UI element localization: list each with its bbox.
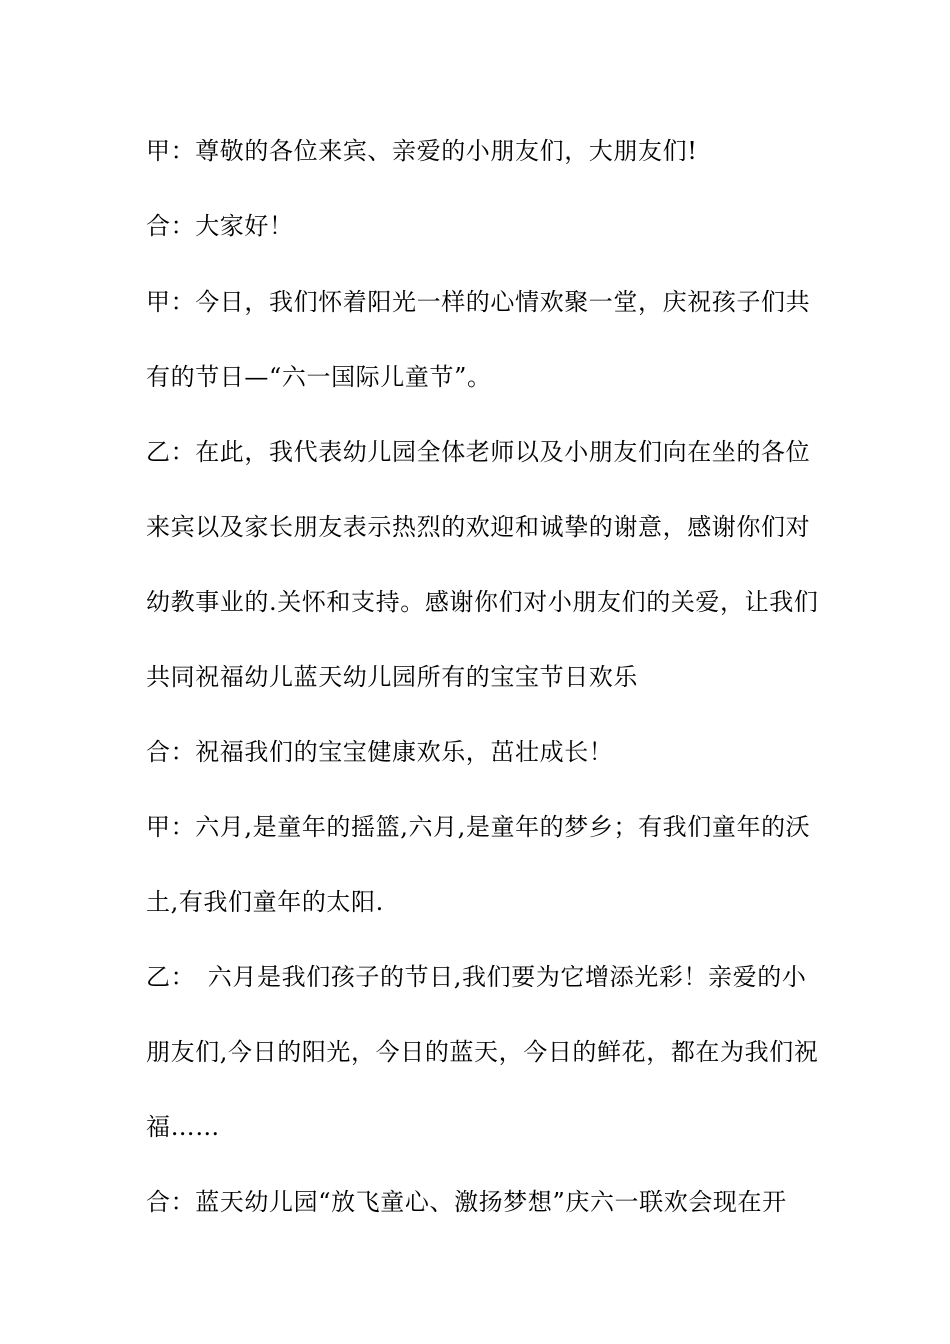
text-line: 乙：在此，我代表幼儿园全体老师以及小朋友们向在坐的各位 — [146, 438, 811, 466]
text-line: 合：大家好！ — [146, 212, 294, 240]
text-line: 福…… — [146, 1113, 220, 1141]
text-line: 甲：尊敬的各位来宾、亲爱的小朋友们，大朋友们! — [146, 137, 698, 165]
text-line: 朋友们,今日的阳光，今日的蓝天，今日的鲜花，都在为我们祝 — [146, 1038, 819, 1066]
text-line: 乙： 六月是我们孩子的节日,我们要为它增添光彩！亲爱的小 — [146, 963, 807, 991]
text-line: 甲：六月,是童年的摇篮,六月,是童年的梦乡；有我们童年的沃 — [146, 813, 811, 841]
text-line: 共同祝福幼儿蓝天幼儿园所有的宝宝节日欢乐 — [146, 663, 638, 691]
text-line: 合：蓝天幼儿园“放飞童心、激扬梦想”庆六一联欢会现在开 — [146, 1188, 787, 1216]
text-line: 土,有我们童年的太阳. — [146, 888, 384, 916]
text-line: 有的节日—“六一国际儿童节”。 — [146, 363, 492, 391]
text-line: 甲：今日，我们怀着阳光一样的心情欢聚一堂，庆祝孩子们共 — [146, 288, 811, 316]
text-line: 来宾以及家长朋友表示热烈的欢迎和诚挚的谢意，感谢你们对 — [146, 513, 811, 541]
text-line: 幼教事业的.关怀和支持。感谢你们对小朋友们的关爱，让我们 — [146, 588, 819, 616]
text-line: 合：祝福我们的宝宝健康欢乐，茁壮成长！ — [146, 738, 614, 766]
